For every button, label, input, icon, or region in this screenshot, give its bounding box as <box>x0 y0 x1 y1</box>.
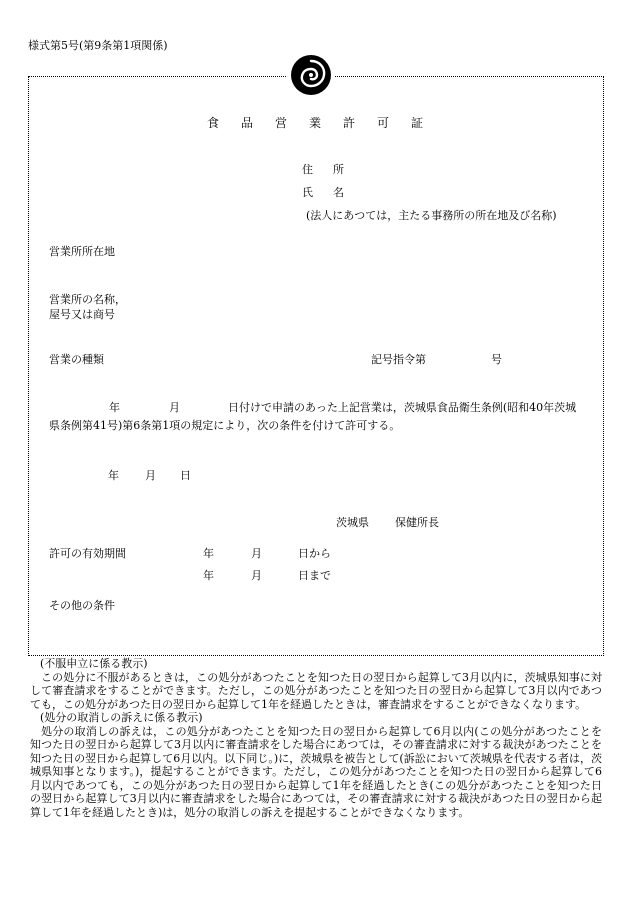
issuer-prefecture: 茨城県 <box>336 516 369 529</box>
address-label: 住所 <box>302 163 364 176</box>
validity-to-day: 日まで <box>298 569 331 582</box>
statement-month: 月 <box>169 401 180 414</box>
lawsuit-line: 知つた日の翌日から起算して6月以内であつても，この処分があつた日の翌日から起算して1年を経過したと <box>30 765 603 792</box>
lawsuit-line: き(この処分があつたことを知つた日の翌日から起算して3月以内に審査請求をした場合にあつては，その審 <box>30 778 602 805</box>
corporation-note: (法人にあつては，主たる事務所の所在地及び名称) <box>306 209 557 222</box>
business-name-label-line2: 屋号又は商号 <box>49 308 115 321</box>
form-number: 様式第5号(第9条第1項関係) <box>28 39 168 52</box>
issue-date-month: 月 <box>145 469 156 482</box>
statement-line1: 日付けで申請のあった上記営業は，茨城県食品衛生条例(昭和40年茨城 <box>228 401 577 414</box>
business-type-label: 営業の種類 <box>49 353 104 366</box>
certificate-title: 食品営業許可証 <box>206 116 445 130</box>
business-location-label: 営業所所在地 <box>49 245 115 258</box>
validity-from-year: 年 <box>203 547 214 560</box>
objection-line: この処分に不服があるときは，この処分があつたことを知つた日の翌日から起算して3月以内に，茨城県知 <box>41 670 569 684</box>
lawsuit-line: ことを知つた日の翌日から起算して3月以内に審査請求をした場合にあつては，その審査請求に対する裁決が <box>30 724 602 751</box>
validity-to-month: 月 <box>251 569 262 582</box>
lawsuit-line: 県を代表する者は，茨城県知事となります。)，提起することができます。ただし，この処分があつたことを <box>30 751 602 778</box>
statement-line2: 県条例第41号)第6条第1項の規定により，次の条件を付けて許可する。 <box>49 419 401 432</box>
lawsuit-line: ことができなくなります。 <box>338 805 470 819</box>
validity-to-year: 年 <box>203 569 214 582</box>
objection-line: きなくなります。 <box>499 697 587 711</box>
business-name-label-line1: 営業所の名称， <box>49 293 126 306</box>
issue-date-year: 年 <box>108 469 119 482</box>
validity-from-month: 月 <box>251 547 262 560</box>
issuer-office: 保健所長 <box>395 516 439 529</box>
lawsuit-heading: (処分の取消しの訴えに係る教示) <box>40 711 203 724</box>
lawsuit-line: あつたことを知つた日の翌日から起算して6月以内。以下同じ。)に，茨城県を被告として(訴訟において茨城 <box>30 738 603 765</box>
other-conditions-label: その他の条件 <box>49 599 115 612</box>
objection-line: 事に対して審査請求をすることができます。ただし，この処分があつたことを知つた日の翌日から起算して3 <box>30 670 603 697</box>
symbol-designation-label: 記号指令第 <box>371 353 426 366</box>
validity-from-day: 日から <box>298 547 331 560</box>
objection-line: 月以内であつても，この処分があつた日の翌日から起算して1年を経過したときは，審査請求をすることがで <box>30 684 602 711</box>
ibaraki-prefecture-emblem-icon <box>287 51 335 99</box>
objection-text <box>30 671 602 712</box>
statement-year: 年 <box>109 401 120 414</box>
issue-date-day: 日 <box>180 469 191 482</box>
validity-label: 許可の有効期間 <box>49 547 126 560</box>
lawsuit-text <box>30 725 602 820</box>
lawsuit-line: 処分の取消しの訴えは，この処分があつたことを知つた日の翌日から起算して6月以内(この処分があつた <box>41 724 569 738</box>
objection-heading: (不服申立に係る教示) <box>40 657 148 670</box>
notes-section <box>30 657 602 819</box>
name-label: 氏名 <box>302 186 364 199</box>
number-suffix: 号 <box>491 353 502 366</box>
lawsuit-line: 査請求に対する裁決があつた日の翌日から起算して1年を経過したとき)は，処分の取消しの訴えを提起する <box>30 792 603 819</box>
